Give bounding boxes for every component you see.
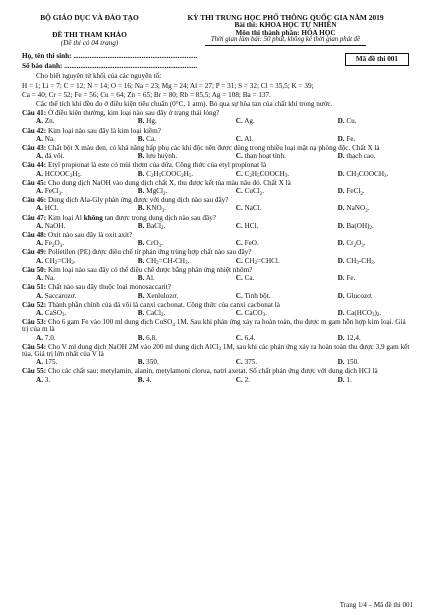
question-text: Kim loại nào sau đây là kim loại kiềm? <box>47 126 161 135</box>
answer-options <box>22 171 413 178</box>
answer-options <box>22 310 413 317</box>
answer-options <box>22 377 413 384</box>
answer-options <box>22 240 413 247</box>
question-number: Câu 50: <box>22 265 48 274</box>
question-11 <box>22 302 413 317</box>
question-10 <box>22 284 413 299</box>
atomic-masses-1: H = 1; Li = 7; C = 12; N = 14; O = 16; Na = 23; Mg = 24; Al = 27; P = 31; S = 32; Cl = 35,5; K = 39; <box>22 81 314 90</box>
question-text: Chất nào sau đây thuộc loại monosaccarit? <box>47 283 171 292</box>
answer-option[interactable]: B. $KNO_3$. <box>137 204 167 214</box>
answer-option[interactable]: A. 3. <box>36 375 51 384</box>
question-14 <box>22 368 413 383</box>
answer-options <box>22 205 413 212</box>
question-text: Dung dịch Ala-Gly phản ứng được với dung dịch nào sau đây? <box>47 196 229 205</box>
answer-option[interactable]: B. 350. <box>137 358 159 367</box>
component-subject: Môn thi thành phần: HÓA HỌC <box>235 28 336 37</box>
question-2 <box>22 145 413 160</box>
question-6 <box>22 215 413 230</box>
answer-option[interactable]: C. FeO. <box>235 239 259 248</box>
answer-option[interactable]: D. thạch cao. <box>337 152 376 161</box>
question-text: Polietilen (PE) được điều chế từ phản ứng trùng hợp chất nào sau đây? <box>47 248 252 257</box>
answer-option[interactable]: A. $CH_2=CH_2$. <box>36 256 76 267</box>
answer-option[interactable]: B. CaCl$_2$. <box>137 308 166 319</box>
exam-title: KỲ THI TRUNG HỌC PHỔ THÔNG QUỐC GIA NĂM 2019 <box>187 13 384 22</box>
answer-options <box>22 223 413 230</box>
answer-option[interactable]: C. 6,4. <box>235 333 256 342</box>
answer-option[interactable]: B. BaCl$_2$. <box>137 221 166 232</box>
question-list <box>22 110 413 384</box>
atomic-intro: Cho biết nguyên tử khối của các nguyên tố: <box>36 72 162 81</box>
gas-note: Các thể tích khí đều đo ở điều kiện tiêu chuẩn (0°C, 1 atm). Bỏ qua sự hòa tan của chất khí trong nước. <box>36 100 333 109</box>
atomic-masses-2: Ca = 40; Cr = 52; Fe = 56; Cu = 64; Zn = 65; Br = 80; Rb = 85,5; Ag = 108; Ba = 137. <box>22 90 271 99</box>
answer-option[interactable]: B. MgCl$_2$. <box>137 187 168 197</box>
answer-option[interactable]: D. $Cr_2O_3$. <box>337 239 366 249</box>
answer-option[interactable]: B. Hg. <box>137 117 157 126</box>
answer-option[interactable]: D. Cu. <box>337 117 357 126</box>
answer-option[interactable]: D. $CH_3COOCH_3$. <box>337 169 389 180</box>
question-text: Ở điều kiện thường, kim loại nào sau đây ở trạng thái lỏng? <box>47 109 220 118</box>
answer-option[interactable]: D. $CH_3-CH_3$. <box>337 256 376 267</box>
answer-option[interactable]: C. than hoạt tính. <box>235 152 286 161</box>
answer-option[interactable]: B. $CH_2=CH-CH_3$. <box>137 256 190 267</box>
header-right <box>158 14 413 47</box>
answer-option[interactable]: A. 7,0. <box>36 333 56 342</box>
answer-options <box>22 118 413 125</box>
answer-options <box>22 258 413 265</box>
question-number: Câu 44: <box>22 161 48 170</box>
question-text: Oxit nào sau đây là oxit axit? <box>47 231 133 240</box>
question-text: Etyl propionat là este có mùi thơm của dứa. Công thức của etyl propionat là <box>47 161 267 170</box>
answer-option[interactable]: A. Zn. <box>36 117 55 126</box>
answer-option[interactable]: C. NaCl. <box>235 204 262 213</box>
answer-option[interactable]: D. FeCl$_2$. <box>337 187 365 197</box>
answer-option[interactable]: A. $Fe_2O_3$. <box>36 239 64 249</box>
answer-option[interactable]: B. Xenlulozơ. <box>137 291 179 300</box>
question-9 <box>22 267 413 282</box>
answer-option[interactable]: C. Al. <box>235 134 254 143</box>
reference-title: ĐỀ THI THAM KHẢO <box>52 30 127 40</box>
time-note: Thời gian làm bài: 50 phút, không kể thời gian phát đề <box>158 37 413 46</box>
answer-option[interactable]: C. CaCO$_3$. <box>235 308 267 319</box>
question-number: Câu 48: <box>22 231 48 240</box>
answer-option[interactable]: B. $C_2H_5COOC_2H_5$. <box>137 169 194 180</box>
answer-option[interactable]: D. $Ba(OH)_2$. <box>337 221 374 232</box>
answer-option[interactable]: A. FeCl$_3$. <box>36 187 64 197</box>
question-0 <box>22 110 413 125</box>
answer-option[interactable]: A. $HCOOC_2H_5$. <box>36 169 82 180</box>
question-number: Câu 45: <box>22 178 48 187</box>
answer-option[interactable]: D. 1. <box>337 375 352 384</box>
question-7 <box>22 232 413 247</box>
answer-option[interactable]: C. CuCl$_2$. <box>235 187 265 197</box>
question-text: Cho V ml dung dịch NaOH 2M vào 200 ml dung dịch AlCl$_3$ 1M, sau khi các phản ứng xảy ra hoàn toàn thu được 3,9 gam kết tủa. Giá trị lớn nhất của V là <box>22 342 410 358</box>
question-number: Câu 52: <box>22 300 48 309</box>
header-left <box>22 14 157 47</box>
question-1 <box>22 128 413 143</box>
answer-options <box>22 136 413 143</box>
page-footer: Trang 1/4 – Mã đề thi 001 <box>339 601 413 609</box>
question-number: Câu 51: <box>22 283 48 292</box>
answer-option[interactable]: A. 175. <box>36 358 58 367</box>
answer-option[interactable]: B. lưu huỳnh. <box>137 152 178 161</box>
answer-options <box>22 275 413 282</box>
question-text: Cho 6 gam Fe vào 100 ml dung dịch CuSO$_4$ 1M. Sau khi phản ứng xảy ra hoàn toàn, thu được m gam hỗn hợp kim loại. Giá trị của m là <box>22 318 406 334</box>
question-5 <box>22 197 413 212</box>
exam-subject: Bài thi: KHOA HỌC TỰ NHIÊN <box>234 21 337 30</box>
question-text: Kim loại nào sau đây có thể điều chế được bằng phản ứng nhiệt nhôm? <box>47 265 253 274</box>
exam-header <box>22 14 413 47</box>
answer-option[interactable]: D. Glucozơ. <box>337 291 373 300</box>
exam-code-box: Mã đề thi 001 <box>345 53 409 66</box>
question-text: Thành phần chính của đá vôi là canxi cacbonat. Công thức của canxi cacbonat là <box>47 300 280 309</box>
question-text: Chất bột X màu đen, có khả năng hấp phụ các khí độc nên được dùng trong nhiều loại mặt nạ phòng độc. Chất X là <box>47 144 380 153</box>
answer-option[interactable]: C. Ag. <box>235 117 255 126</box>
question-number: Câu 53: <box>22 318 48 327</box>
question-text: Cho các chất sau: metylamin, alanin, metylamoni clorua, natri axetat. Số chất phản ứng được với dung dịch HCl là <box>47 367 378 376</box>
question-13 <box>22 344 413 367</box>
answer-options <box>22 188 413 195</box>
answer-option[interactable]: A. Saccarozơ. <box>36 291 77 300</box>
answer-option[interactable]: C. $CH_2=CHCl$. <box>235 256 280 267</box>
question-number: Câu 49: <box>22 248 48 257</box>
answer-option[interactable]: A. CaSO$_3$. <box>36 308 67 319</box>
question-4 <box>22 180 413 195</box>
question-number: Câu 54: <box>22 342 48 351</box>
answer-option[interactable]: A. Na. <box>36 134 55 143</box>
student-name-line: Họ, tên thí sinh: ..................................................................... <box>22 52 198 61</box>
answer-option[interactable]: C. 375. <box>235 358 258 367</box>
answer-option[interactable]: C. HCl. <box>235 221 259 230</box>
answer-option[interactable]: B. 4. <box>137 375 152 384</box>
student-id-line: Số báo danh: .......................................................................... <box>22 62 198 71</box>
question-text: Kim loại Al không tan được trong dung dịch nào sau đây? <box>47 213 216 222</box>
answer-option[interactable]: B. CrO$_3$. <box>137 239 163 249</box>
answer-options <box>22 359 413 366</box>
answer-option[interactable]: D. Fe. <box>337 274 356 283</box>
answer-options <box>22 293 413 300</box>
answer-option[interactable]: C. Ca. <box>235 274 255 283</box>
question-text: Cho dung dịch NaOH vào dung dịch chất X, thu được kết tủa màu nâu đỏ. Chất X là <box>47 178 291 187</box>
question-number: Câu 41: <box>22 109 48 118</box>
answer-options <box>22 335 413 342</box>
student-info <box>22 53 413 73</box>
answer-option[interactable]: A. NaOH. <box>36 221 66 230</box>
question-8 <box>22 248 413 267</box>
answer-option[interactable]: D. Fe. <box>337 134 356 143</box>
answer-option[interactable]: D. NaNO$_3$. <box>337 204 370 214</box>
ministry-name: BỘ GIÁO DỤC VÀ ĐÀO TẠO <box>40 13 139 22</box>
answer-option[interactable]: C. 2. <box>235 375 250 384</box>
question-number: Câu 55: <box>22 367 48 376</box>
answer-option[interactable]: A. đá vôi. <box>36 152 65 161</box>
answer-options <box>22 153 413 160</box>
question-number: Câu 43: <box>22 144 48 153</box>
question-number: Câu 42: <box>22 126 48 135</box>
answer-option[interactable]: C. $C_2H_5COOCH_3$. <box>235 169 290 180</box>
answer-option[interactable]: D. $Ca(HCO_3)_2$. <box>337 308 382 319</box>
answer-option[interactable]: D. 12,4. <box>337 333 361 342</box>
question-3 <box>22 161 413 180</box>
answer-option[interactable]: B. Ca. <box>137 134 156 143</box>
answer-option[interactable]: B. 6,8. <box>137 333 157 342</box>
answer-option[interactable]: A. Na. <box>36 274 55 283</box>
answer-option[interactable]: A. HCl. <box>36 204 59 213</box>
pages-note: (Đề thi có 04 trang) <box>60 38 119 47</box>
question-12 <box>22 319 413 342</box>
answer-option[interactable]: D. 150. <box>337 358 359 367</box>
question-number: Câu 46: <box>22 196 48 205</box>
answer-option[interactable]: C. Tinh bột. <box>235 291 271 300</box>
answer-option[interactable]: B. Al. <box>137 274 155 283</box>
question-number: Câu 47: <box>22 213 48 222</box>
